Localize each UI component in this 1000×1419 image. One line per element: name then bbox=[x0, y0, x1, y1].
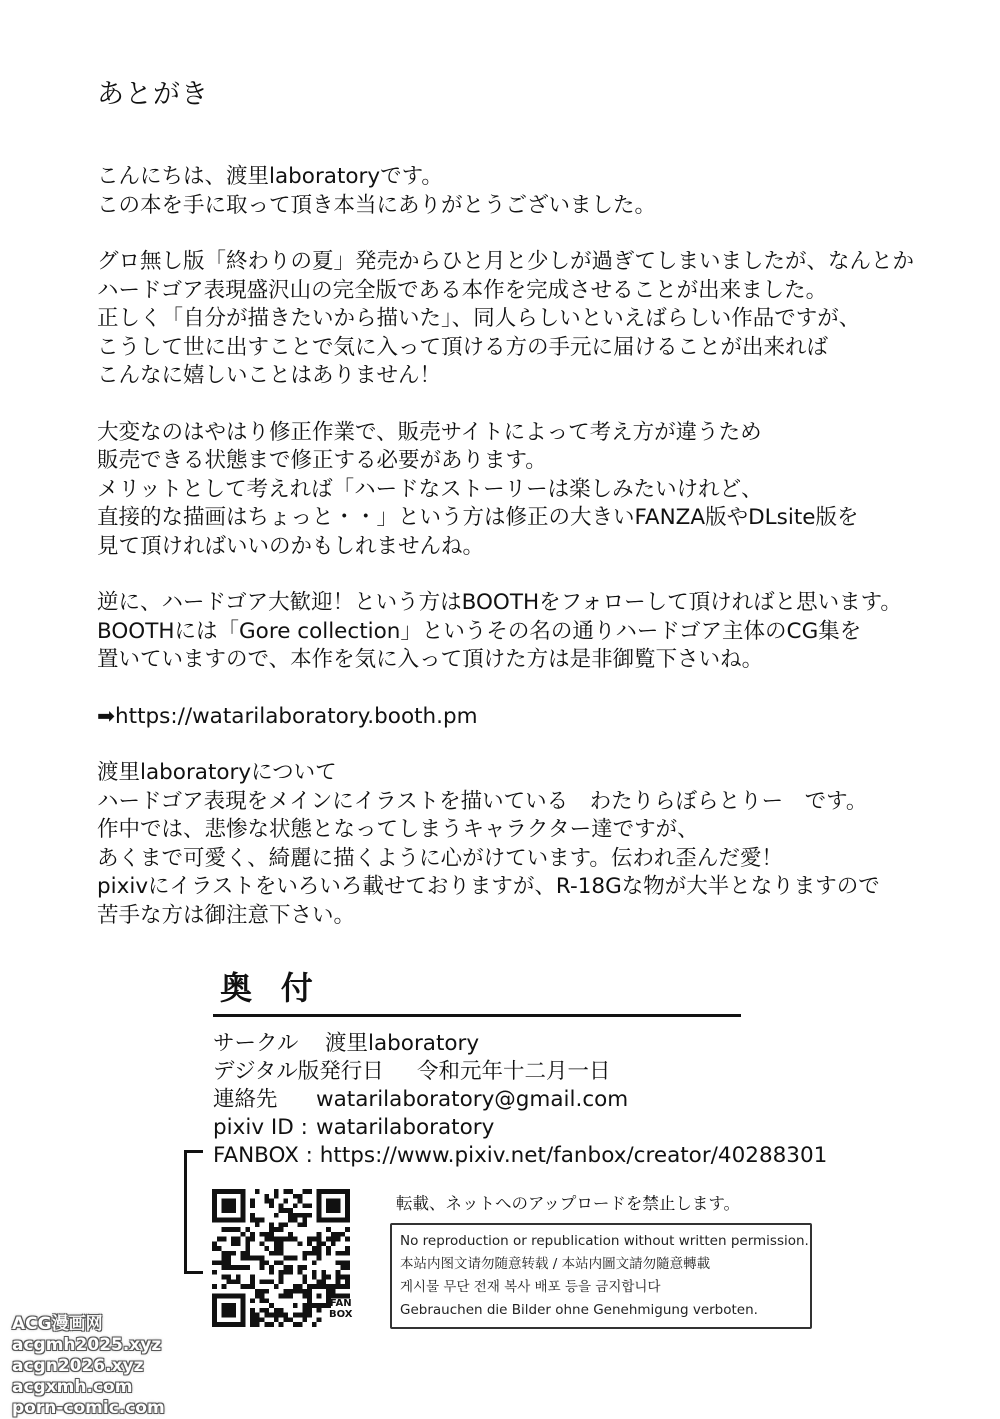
fanbox-tag bbox=[329, 1298, 352, 1320]
pixiv-id: watarilaboratory bbox=[316, 1115, 495, 1140]
colophon-table bbox=[213, 1030, 827, 1170]
watermark-line: ACG漫画网 bbox=[12, 1314, 103, 1334]
perm-line-zh: 本站内图文请勿随意转载 / 本站内圖文請勿隨意轉載 bbox=[400, 1256, 711, 1272]
afterword-line: ハードゴア表現をメインにイラストを描いている わたりらぼらとりー です。 bbox=[97, 788, 868, 814]
afterword-line: 大変なのはやはり修正作業で、販売サイトによって考え方が違うため bbox=[97, 419, 762, 445]
colophon-row-circle bbox=[213, 1030, 827, 1058]
pixiv-label: pixiv ID : bbox=[213, 1115, 308, 1140]
circle-value: 渡里laboratory bbox=[325, 1031, 480, 1056]
afterword-line: あくまで可愛く、綺麗に描くように心がけています。伝われ歪んだ愛！ bbox=[97, 845, 783, 871]
perm-line-de: Gebrauchen die Bilder ohne Genehmigung verboten. bbox=[400, 1302, 758, 1318]
afterword-line: BOOTHには「Gore collection」というその名の通りハードゴア主体のCG集を bbox=[97, 618, 862, 644]
perm-line-en: No reproduction or republication without written permission. bbox=[400, 1233, 809, 1249]
afterword-paragraph bbox=[97, 419, 937, 562]
afterword-line: 逆に、ハードゴア大歓迎！という方はBOOTHをフォローして頂ければと思います。 bbox=[97, 590, 902, 615]
date-label: デジタル版発行日 bbox=[213, 1059, 384, 1084]
afterword-line: 正しく「自分が描きたいから描いた」、同人らしいといえばらしい作品ですが、 bbox=[97, 306, 861, 331]
colophon-title: 奥付 bbox=[220, 969, 342, 1007]
afterword-line: 作中では、悲惨な状態となってしまうキャラクター達ですが、 bbox=[97, 817, 699, 842]
afterword-line: 直接的な描画はちょっと・・」という方は修正の大きいFANZA版やDLsite版を bbox=[97, 505, 859, 530]
date-value: 令和元年十二月一日 bbox=[417, 1059, 611, 1084]
no-upload-notice: 転載、ネットへのアップロードを禁止します。 bbox=[396, 1194, 741, 1213]
afterword-line: 見て頂ければいいのかもしれませんね。 bbox=[97, 533, 485, 559]
watermark-line: porn-comic.com bbox=[12, 1398, 165, 1418]
afterword-paragraph bbox=[97, 759, 937, 930]
afterword-line[interactable]: ➡https://watarilaboratory.booth.pm bbox=[97, 703, 478, 729]
afterword-line: 苦手な方は御注意下さい。 bbox=[97, 902, 356, 928]
afterword-body bbox=[97, 163, 937, 958]
contact-email[interactable]: watarilaboratory@gmail.com bbox=[316, 1087, 629, 1112]
afterword-line: 渡里laboratoryについて bbox=[97, 760, 337, 785]
afterword-line: pixivにイラストをいろいろ載せておりますが、R-18Gな物が大半となりますので bbox=[97, 874, 880, 899]
fanbox-link[interactable]: https://www.pixiv.net/fanbox/creator/40288301 bbox=[319, 1143, 828, 1168]
afterword-paragraph bbox=[97, 163, 937, 220]
colophon-row-pixiv bbox=[213, 1114, 827, 1142]
afterword-line: この本を手に取って頂き本当にありがとうございました。 bbox=[97, 192, 657, 218]
permission-box bbox=[390, 1223, 812, 1329]
colophon-row-contact bbox=[213, 1086, 827, 1114]
watermark-line: acgmh2025.xyz bbox=[12, 1335, 162, 1355]
circle-label: サークル bbox=[213, 1031, 299, 1056]
colophon-row-date bbox=[213, 1058, 827, 1086]
fanbox-tag-line1: FAN bbox=[329, 1298, 352, 1309]
afterword-line: こうして世に出すことで気に入って頂ける方の手元に届けることが出来れば bbox=[97, 334, 829, 360]
watermark-line: acgn2026.xyz bbox=[12, 1356, 144, 1376]
fanbox-tag-line2: BOX bbox=[329, 1309, 353, 1320]
afterword-line: 販売できる状態まで修正する必要があります。 bbox=[97, 448, 547, 473]
colophon-row-fanbox bbox=[213, 1142, 827, 1170]
afterword-line: ハードゴア表現盛沢山の完全版である本作を完成させることが出来ました。 bbox=[97, 277, 828, 303]
watermark-line: acgxmh.com bbox=[12, 1377, 133, 1397]
afterword-line: メリットとして考えれば「ハードなストーリーは楽しみたいけれど、 bbox=[97, 476, 763, 502]
fanbox-label: FANBOX : bbox=[213, 1143, 313, 1168]
afterword-line: 置いていますので、本作を気に入って頂けた方は是非御覧下さいね。 bbox=[97, 647, 764, 672]
bracket-decoration bbox=[184, 1150, 203, 1274]
afterword-paragraph bbox=[97, 589, 937, 675]
afterword-paragraph bbox=[97, 703, 937, 732]
afterword-line: こんなに嬉しいことはありません！ bbox=[97, 363, 442, 388]
afterword-line: グロ無し版「終わりの夏」発売からひと月と少しが過ぎてしまいましたが、なんとか bbox=[97, 249, 915, 274]
colophon-divider bbox=[213, 1014, 741, 1017]
afterword-paragraph bbox=[97, 248, 937, 391]
afterword-line: こんにちは、渡里laboratoryです。 bbox=[97, 164, 443, 189]
afterword-title: あとがき bbox=[97, 79, 209, 110]
site-watermark bbox=[12, 1314, 165, 1419]
contact-label: 連絡先 bbox=[213, 1087, 278, 1112]
perm-line-ko: 게시물 무단 전재 복사 배포 등을 금지합니다 bbox=[400, 1279, 661, 1295]
